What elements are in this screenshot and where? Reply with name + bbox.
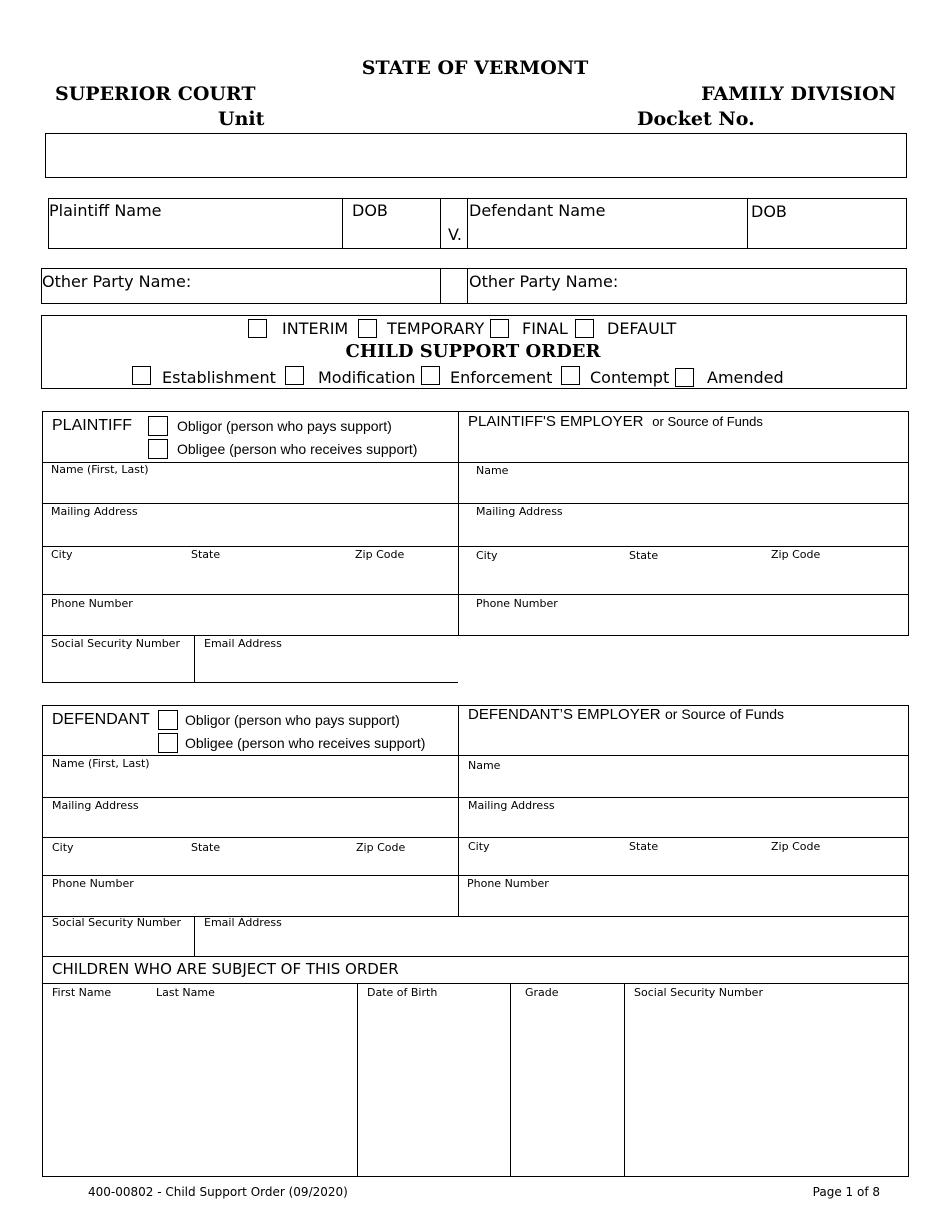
form-state-title: STATE OF VERMONT xyxy=(361,57,589,79)
versus-label: V. xyxy=(448,225,462,244)
defendant-obligor-label: Obligor (person who pays support) xyxy=(185,712,400,728)
plaintiff-name-field[interactable]: Plaintiff Name xyxy=(49,201,162,220)
defendant-employer-zip-label: Zip Code xyxy=(771,840,821,853)
plaintiff-ssn-label: Social Security Number xyxy=(51,637,180,650)
unit-docket-field[interactable] xyxy=(45,133,907,178)
plaintiff-obligor-checkbox[interactable] xyxy=(148,416,168,436)
enforcement-label: Enforcement xyxy=(450,368,553,387)
modification-label: Modification xyxy=(318,368,416,387)
temporary-checkbox[interactable] xyxy=(358,319,377,338)
plaintiff-employer-name-label: Name xyxy=(476,464,509,477)
defendant-employer-name-label: Name xyxy=(468,759,501,772)
default-checkbox[interactable] xyxy=(575,319,594,338)
plaintiff-employer-city-label: City xyxy=(476,549,498,562)
defendant-employer-state-label: State xyxy=(629,840,659,853)
amended-checkbox[interactable] xyxy=(675,368,694,387)
children-ssn-header: Social Security Number xyxy=(634,986,763,999)
order-title: CHILD SUPPORT ORDER xyxy=(345,341,601,362)
page-number: Page 1 of 8 xyxy=(812,1185,880,1199)
other-party-right-field[interactable]: Other Party Name: xyxy=(469,272,619,291)
plaintiff-obligor-label: Obligor (person who pays support) xyxy=(177,418,392,434)
amended-label: Amended xyxy=(707,368,784,387)
form-id: 400-00802 - Child Support Order (09/2020) xyxy=(88,1185,348,1199)
interim-checkbox[interactable] xyxy=(248,319,267,338)
plaintiff-obligee-checkbox[interactable] xyxy=(148,439,168,459)
defendant-email-label: Email Address xyxy=(204,916,282,929)
plaintiff-city-label: City xyxy=(51,548,73,561)
plaintiff-dob-field[interactable]: DOB xyxy=(352,201,388,220)
unit-label: Unit xyxy=(218,108,265,130)
temporary-label: TEMPORARY xyxy=(387,319,485,338)
defendant-city-label: City xyxy=(52,841,74,854)
children-dob-header: Date of Birth xyxy=(367,986,438,999)
defendant-employer-city-label: City xyxy=(468,840,490,853)
defendant-employer-mailing-label: Mailing Address xyxy=(468,799,555,812)
establishment-label: Establishment xyxy=(162,368,276,387)
plaintiff-employer-state-label: State xyxy=(629,549,659,562)
docket-label: Docket No. xyxy=(637,108,755,130)
plaintiff-mailing-label: Mailing Address xyxy=(51,505,138,518)
defendant-zip-label: Zip Code xyxy=(356,841,406,854)
defendant-employer-heading-main: DEFENDANT’S EMPLOYER xyxy=(468,706,661,723)
defendant-obligor-checkbox[interactable] xyxy=(158,710,178,730)
establishment-checkbox[interactable] xyxy=(132,366,151,385)
plaintiff-heading: PLAINTIFF xyxy=(52,417,133,434)
plaintiff-obligee-label: Obligee (person who receives support) xyxy=(177,441,418,457)
modification-checkbox[interactable] xyxy=(285,366,304,385)
children-heading: CHILDREN WHO ARE SUBJECT OF THIS ORDER xyxy=(52,960,399,978)
plaintiff-employer-heading-main: PLAINTIFF'S EMPLOYER xyxy=(468,413,644,430)
defendant-obligee-checkbox[interactable] xyxy=(158,733,178,753)
defendant-phone-label: Phone Number xyxy=(52,877,134,890)
other-party-left-field[interactable]: Other Party Name: xyxy=(42,272,192,291)
plaintiff-employer-zip-label: Zip Code xyxy=(771,548,821,561)
defendant-obligee-label: Obligee (person who receives support) xyxy=(185,735,426,751)
final-label: FINAL xyxy=(522,319,568,338)
interim-label: INTERIM xyxy=(282,319,349,338)
plaintiff-employer-phone-label: Phone Number xyxy=(476,597,558,610)
plaintiff-employer-heading-suffix: or Source of Funds xyxy=(652,414,763,429)
enforcement-checkbox[interactable] xyxy=(421,366,440,385)
plaintiff-email-label: Email Address xyxy=(204,637,282,650)
default-label: DEFAULT xyxy=(607,319,677,338)
plaintiff-zip-label: Zip Code xyxy=(355,548,405,561)
defendant-heading: DEFENDANT xyxy=(52,711,150,728)
defendant-name-field[interactable]: Defendant Name xyxy=(469,201,606,220)
plaintiff-state-label: State xyxy=(191,548,221,561)
children-grade-header: Grade xyxy=(525,986,559,999)
defendant-ssn-label: Social Security Number xyxy=(52,916,181,929)
plaintiff-name-label: Name (First, Last) xyxy=(51,463,149,476)
defendant-state-label: State xyxy=(191,841,221,854)
court-name: SUPERIOR COURT xyxy=(55,83,256,105)
division-name: FAMILY DIVISION xyxy=(701,83,896,105)
defendant-employer-heading xyxy=(468,706,784,724)
defendant-employer-heading-suffix: or Source of Funds xyxy=(665,706,785,722)
plaintiff-employer-heading xyxy=(468,413,763,431)
plaintiff-employer-mailing-label: Mailing Address xyxy=(476,505,563,518)
defendant-dob-field[interactable]: DOB xyxy=(751,202,787,221)
contempt-checkbox[interactable] xyxy=(561,366,580,385)
children-last-name-header: Last Name xyxy=(156,986,215,999)
children-first-name-header: First Name xyxy=(52,986,112,999)
final-checkbox[interactable] xyxy=(490,319,509,338)
defendant-mailing-label: Mailing Address xyxy=(52,799,139,812)
plaintiff-phone-label: Phone Number xyxy=(51,597,133,610)
defendant-employer-phone-label: Phone Number xyxy=(467,877,549,890)
defendant-name-label: Name (First, Last) xyxy=(52,757,150,770)
contempt-label: Contempt xyxy=(590,368,670,387)
